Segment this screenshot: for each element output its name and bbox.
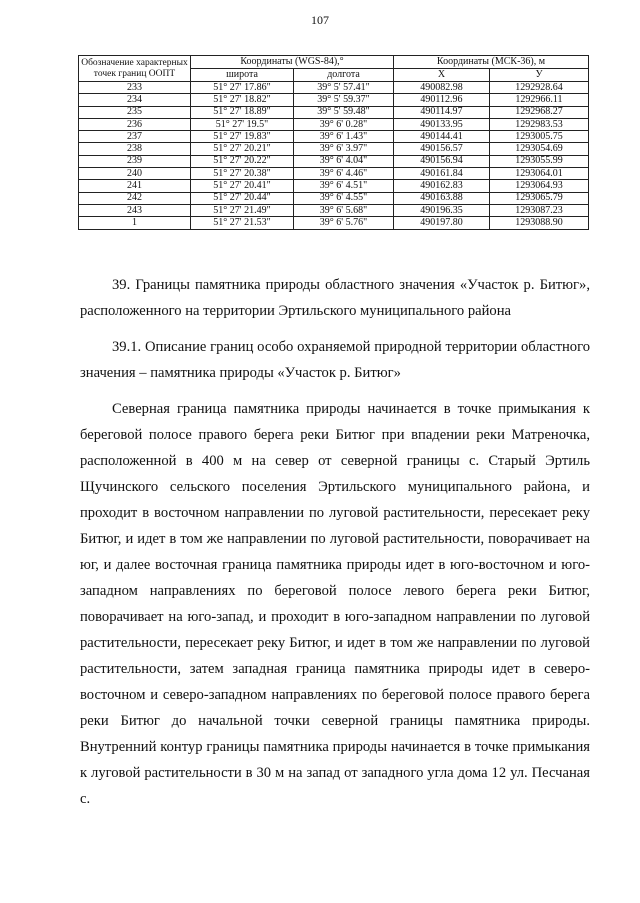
longitude-cell: 39° 5' 59.37": [294, 94, 394, 106]
longitude-cell: 39° 6' 4.04": [294, 155, 394, 167]
y-cell: 1293087.23: [490, 204, 589, 216]
header-x: X: [394, 69, 490, 82]
coordinates-table: [78, 55, 589, 230]
x-cell: 490161.84: [394, 168, 490, 180]
table-row: [79, 106, 589, 118]
longitude-cell: 39° 6' 1.43": [294, 131, 394, 143]
longitude-cell: 39° 6' 5.68": [294, 204, 394, 216]
section-heading: 39. Границы памятника природы областного значения «Участок р. Битюг», расположенного на территории Эртильского муниципального района: [80, 277, 590, 319]
header-longitude: долгота: [294, 69, 394, 82]
y-cell: 1292928.64: [490, 82, 589, 94]
y-cell: 1293088.90: [490, 217, 589, 229]
table-row: [79, 217, 589, 229]
document-body: [80, 272, 590, 812]
longitude-cell: 39° 6' 4.46": [294, 168, 394, 180]
table-row: [79, 143, 589, 155]
y-cell: 1293054.69: [490, 143, 589, 155]
point-id-cell: 236: [79, 118, 191, 130]
point-id-cell: 237: [79, 131, 191, 143]
latitude-cell: 51° 27' 21.49": [191, 204, 294, 216]
table-row: [79, 131, 589, 143]
x-cell: 490156.57: [394, 143, 490, 155]
longitude-cell: 39° 6' 4.55": [294, 192, 394, 204]
point-id-cell: 238: [79, 143, 191, 155]
longitude-cell: 39° 5' 59.48": [294, 106, 394, 118]
longitude-cell: 39° 6' 4.51": [294, 180, 394, 192]
point-id-cell: 242: [79, 192, 191, 204]
point-id-cell: 239: [79, 155, 191, 167]
subsection-heading: 39.1. Описание границ особо охраняемой природной территории областного значения – памятника природы «Участок р. Битюг»: [80, 339, 590, 381]
point-id-cell: 234: [79, 94, 191, 106]
latitude-cell: 51° 27' 18.82": [191, 94, 294, 106]
x-cell: 490133.95: [394, 118, 490, 130]
longitude-cell: 39° 5' 57.41": [294, 82, 394, 94]
longitude-cell: 39° 6' 3.97": [294, 143, 394, 155]
header-msk36: Координаты (МСК-36), м: [394, 56, 589, 69]
x-cell: 490114.97: [394, 106, 490, 118]
table-row: [79, 155, 589, 167]
latitude-cell: 51° 27' 19.5": [191, 118, 294, 130]
point-id-cell: 1: [79, 217, 191, 229]
table-row: [79, 168, 589, 180]
header-designation: Обозначение характерных точек границ ООПТ: [79, 56, 191, 82]
table-body: [79, 82, 589, 230]
table-row: [79, 118, 589, 130]
x-cell: 490112.96: [394, 94, 490, 106]
y-cell: 1292966.11: [490, 94, 589, 106]
y-cell: 1293005.75: [490, 131, 589, 143]
longitude-cell: 39° 6' 0.28": [294, 118, 394, 130]
latitude-cell: 51° 27' 20.44": [191, 192, 294, 204]
x-cell: 490144.41: [394, 131, 490, 143]
header-latitude: широта: [191, 69, 294, 82]
latitude-cell: 51° 27' 20.41": [191, 180, 294, 192]
x-cell: 490156.94: [394, 155, 490, 167]
latitude-cell: 51° 27' 17.86": [191, 82, 294, 94]
header-y: У: [490, 69, 589, 82]
y-cell: 1293065.79: [490, 192, 589, 204]
table-row: [79, 180, 589, 192]
latitude-cell: 51° 27' 20.22": [191, 155, 294, 167]
point-id-cell: 235: [79, 106, 191, 118]
table-row: [79, 192, 589, 204]
latitude-cell: 51° 27' 18.89": [191, 106, 294, 118]
x-cell: 490197.80: [394, 217, 490, 229]
page-number: 107: [311, 13, 329, 27]
y-cell: 1293055.99: [490, 155, 589, 167]
y-cell: 1292968.27: [490, 106, 589, 118]
table-row: [79, 204, 589, 216]
point-id-cell: 243: [79, 204, 191, 216]
latitude-cell: 51° 27' 20.21": [191, 143, 294, 155]
point-id-cell: 241: [79, 180, 191, 192]
boundary-description: Северная граница памятника природы начинается в точке примыкания к береговой полосе правого берега реки Битюг при впадении реки Матреночка, расположенной в 400 м на север от северной границы с. Старый Эртиль Щучинского сельского поселения Эртильского муниципального района, и проходит в восточном направлении по луговой растительности, пересекает реку Битюг, и идет в том же направлении по луговой растительности, поворачивает на юг, и далее восточная граница памятника природы идет в юго-восточном и юго-западном направлениях по береговой полосе левого берега реки Битюг, поворачивает на юго-запад, и проходит в юго-западном направлении по луговой растительности, пересекает реку Битюг, и идет в том же направлении по луговой растительности, затем западная граница памятника природы идет в северо-восточном и северо-западном направлениях по береговой полосе правого берега реки Битюг до начальной точки северной границы памятника природы. Внутренний контур границы памятника природы начинается в точке примыкания к луговой растительности в 30 м на запад от западного угла дома 12 ул. Песчаная с.: [80, 401, 590, 807]
x-cell: 490163.88: [394, 192, 490, 204]
latitude-cell: 51° 27' 19.83": [191, 131, 294, 143]
latitude-cell: 51° 27' 20.38": [191, 168, 294, 180]
y-cell: 1293064.01: [490, 168, 589, 180]
y-cell: 1293064.93: [490, 180, 589, 192]
table-row: [79, 82, 589, 94]
point-id-cell: 240: [79, 168, 191, 180]
x-cell: 490196.35: [394, 204, 490, 216]
header-wgs84: Координаты (WGS-84),°: [191, 56, 394, 69]
longitude-cell: 39° 6' 5.76": [294, 217, 394, 229]
table-row: [79, 94, 589, 106]
x-cell: 490082.98: [394, 82, 490, 94]
x-cell: 490162.83: [394, 180, 490, 192]
point-id-cell: 233: [79, 82, 191, 94]
latitude-cell: 51° 27' 21.53": [191, 217, 294, 229]
y-cell: 1292983.53: [490, 118, 589, 130]
